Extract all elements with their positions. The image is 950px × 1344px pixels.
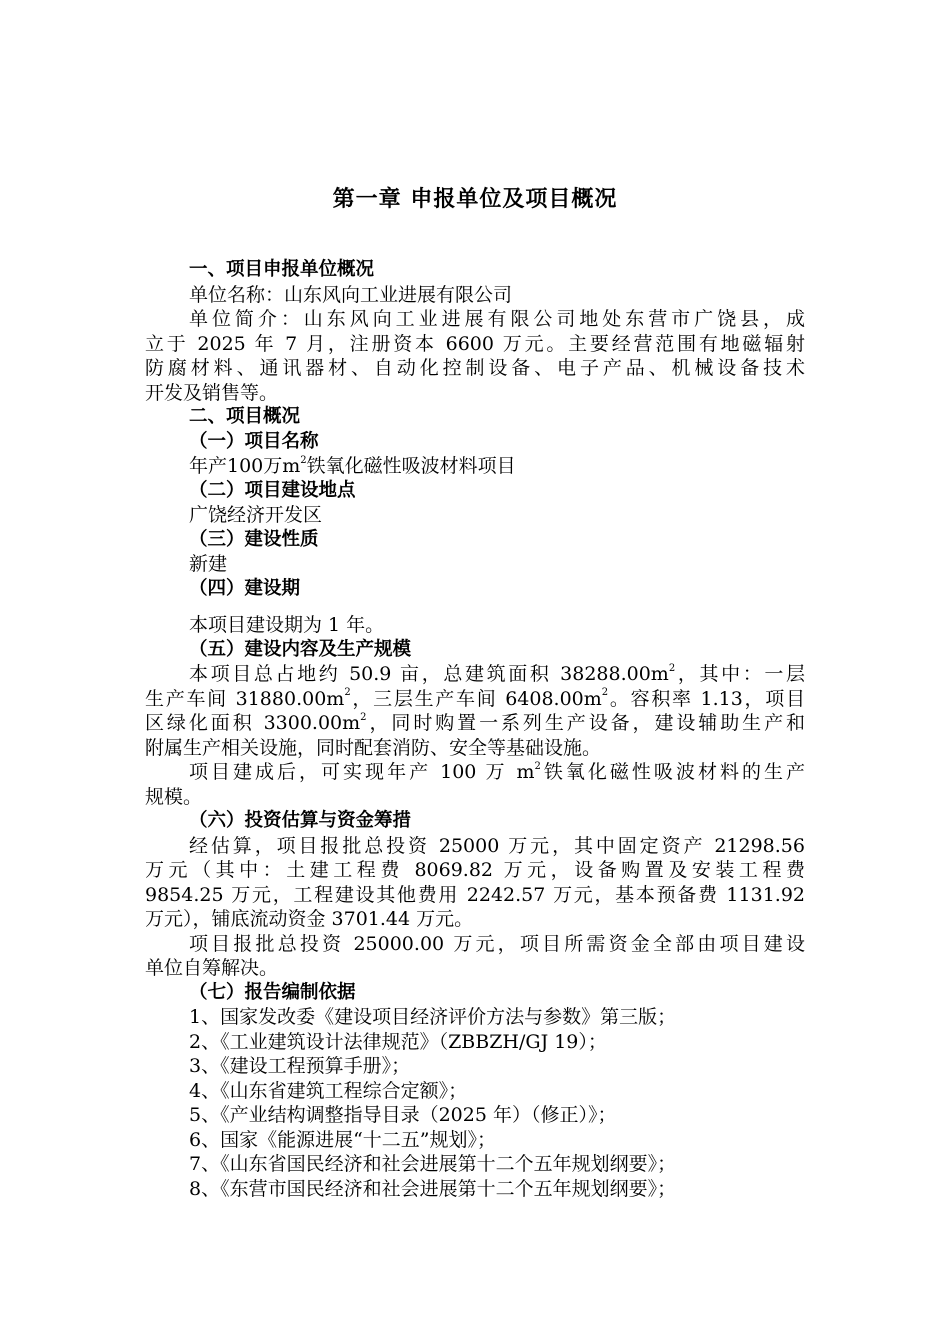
superscript: 2 <box>344 687 351 699</box>
basis-item: 5、《产业结构调整指导目录（2025 年）（修正）》； <box>189 1104 617 1126</box>
basis-item: 7、《山东省国民经济和社会进展第十二个五年规划纲要》； <box>189 1153 677 1175</box>
scale-text: 项目建成后，可实现年产 100 万 m <box>189 761 535 783</box>
scale-text: 。容积率 1.13，项目 <box>608 687 805 710</box>
basis-heading: （七）报告编制依据 <box>189 981 356 1003</box>
project-name-text: 铁氧化磁性吸波材料项目 <box>306 455 516 477</box>
scale-text: ，同时购置一系列生产设备，建设辅助生产和 <box>366 712 805 734</box>
investment-line: 单位自筹解决。 <box>145 957 279 979</box>
scale-line: 附属生产相关设施，同时配套消防、安全等基础设施。 <box>145 736 602 759</box>
location-heading: （二）项目建设地点 <box>189 479 356 501</box>
unit-intro-line: 开发及销售等。 <box>145 381 279 404</box>
investment-line: 项目报批总投资 25000.00 万元，项目所需资金全部由项目建设 <box>189 932 805 955</box>
scale-text: 生产车间 31880.00m <box>145 687 345 710</box>
basis-item: 2、《工业建筑设计法律规范》（ZBBZH/GJ 19）； <box>189 1030 607 1053</box>
unit-name: 单位名称：山东风向工业进展有限公司 <box>189 283 513 306</box>
nature-text: 新建 <box>189 553 228 575</box>
superscript: 2 <box>300 454 307 466</box>
chapter-title: 第一章 申报单位及项目概况 <box>332 187 618 212</box>
basis-item: 3、《建设工程预算手册》； <box>189 1055 411 1077</box>
scale-text: 区绿化面积 3300.00m <box>145 712 361 734</box>
scale-line <box>145 662 805 687</box>
scale-line <box>145 687 805 712</box>
nature-heading: （三）建设性质 <box>189 528 319 550</box>
project-name-text: 年产100万m <box>189 455 301 477</box>
scale-line <box>145 711 805 736</box>
scale-line: 规模。 <box>145 785 203 808</box>
investment-line: 9854.25 万元，工程建设其他费用 2242.57 万元，基本预备费 1131.92 <box>145 883 805 906</box>
period-heading: （四）建设期 <box>189 577 301 599</box>
project-name <box>145 454 805 479</box>
scale-text: 铁氧化磁性吸波材料的生产 <box>540 761 805 783</box>
superscript: 2 <box>360 711 367 723</box>
section2-heading: 二、项目概况 <box>189 406 301 427</box>
investment-line: 经估算，项目报批总投资 25000 万元，其中固定资产 21298.56 <box>189 834 805 857</box>
document-page <box>145 180 805 1201</box>
basis-item: 4、《山东省建筑工程综合定额》； <box>189 1079 468 1102</box>
location-text: 广饶经济开发区 <box>189 504 323 526</box>
unit-intro-line: 防腐材料、通讯器材、自动化控制设备、电子产品、机械设备技术 <box>145 357 805 379</box>
basis-item: 8、《东营市国民经济和社会进展第十二个五年规划纲要》； <box>189 1177 677 1200</box>
basis-item: 1、国家发改委《建设项目经济评价方法与参数》第三版； <box>189 1006 677 1028</box>
superscript: 2 <box>534 760 541 772</box>
scale-heading: （五）建设内容及生产规模 <box>189 638 412 660</box>
unit-intro-line: 单位简介：山东风向工业进展有限公司地处东营市广饶县，成 <box>189 308 805 330</box>
investment-line: 万元），铺底流动资金 3701.44 万元。 <box>145 908 474 930</box>
project-name-heading: （一）项目名称 <box>189 430 319 452</box>
unit-intro-line: 立于 2025 年 7 月，注册资本 6600 万元。主要经营范围有地磁辐射 <box>145 332 805 355</box>
scale-text: ，三层生产车间 6408.00m <box>350 687 602 710</box>
superscript: 2 <box>668 662 676 674</box>
basis-item: 6、国家《能源进展“十二五”规划》； <box>189 1128 497 1151</box>
investment-line: 万元（其中：土建工程费 8069.82 万元，设备购置及安装工程费 <box>145 859 805 881</box>
period-text: 本项目建设期为 1 年。 <box>189 614 385 636</box>
scale-text: 本项目总占地约 50.9 亩，总建筑面积 38288.00m <box>189 663 669 685</box>
superscript: 2 <box>601 687 609 699</box>
scale-line <box>145 760 805 785</box>
section1-heading: 一、项目申报单位概况 <box>189 259 375 280</box>
scale-text: ，其中：一层 <box>675 663 805 685</box>
investment-heading: （六）投资估算与资金筹措 <box>189 810 412 831</box>
